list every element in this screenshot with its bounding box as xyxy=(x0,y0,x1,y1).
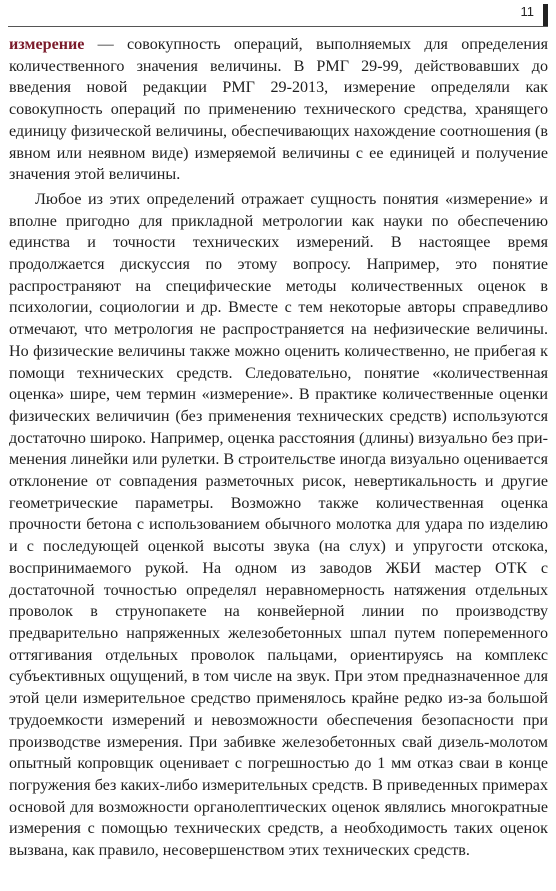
page-number: 11 xyxy=(520,4,534,19)
paragraph-definition xyxy=(9,34,548,186)
defined-term: измерение xyxy=(9,36,85,53)
page-marker xyxy=(543,4,548,26)
paragraph-discussion: Любое из этих определений отражает сущность понятия «измерение» и вполне пригодно для прикладной метрологии как науки по обеспечению единства и точности технических измерений. В настоящее время продолжается дискуссия по этому вопросу. Например, это понятие распространяют на специфические методы количественных оценок в психологии, социологии и др. Вместе с тем некоторые авторы справедливо отмечают, что метрология не распространяется на нефизические величины. Но физические величины также можно оценить количественно, не прибегая к помощи технических средств. Следовательно, понятие «количественная оценка» шире, чем термин «измерение». В практике количественные оценки физических величичин (без применения технических средств) используются достаточно широко. Например, оценка расстояния (длины) визуально без применения линейки или рулетки. В строительстве иногда визуально оценивается отклонение от совпадения разметочных рисок, невертикальность и другие геометрические параметры. Возможно также количественная оценка прочности бетона с использованием обычного молотка для удара по изделию и с последующей оценкой высоты звука (на слух) и упругости отскока, воспринимаемого рукой. На одном из заводов ЖБИ мастер ОТК с достаточной точностью определял неравномерность натяжения отдельных проволок в струнопакете на конвейерной линии по производству предварительно напряженных железобетонных шпал путем попеременного оттягивания отдельных проволок пальцами, ориентируясь на комплекс субъективных ощущений, в том числе на звук. При этом предназначенное для этой цели измерительное средство применялось крайне редко из-за большой трудоемкости измерений и невозможности обеспечения безопасности при производстве измерения. При забивке железобетонных свай дизель-молотом опытный копровщик оценивает с погрешностью до 1 мм отказ сваи в конце погружения без каких-либо измерительных средств. В приведенных примерах основой для возможности органолептических оценок являлись многократные измерения с помощью технических средств, а необходимость таких оценок вызвана, как правило, несовершенством этих технических средств. xyxy=(9,190,548,860)
definition-text: — совокупность операций, выполняемых для определения количественного значения величины. В РМГ 29-99, действовавших до введения новой редакции РМГ 29-2013, измерение определяли как совокупность операций по применению технического средства, хранящего единицу физической величины, обеспечивающих нахождение соотношения (в явном или неявном виде) измеряемой величины с ее единицей и получение значения этой величины. xyxy=(9,36,548,184)
page-content xyxy=(9,34,548,865)
page-header xyxy=(8,4,548,27)
